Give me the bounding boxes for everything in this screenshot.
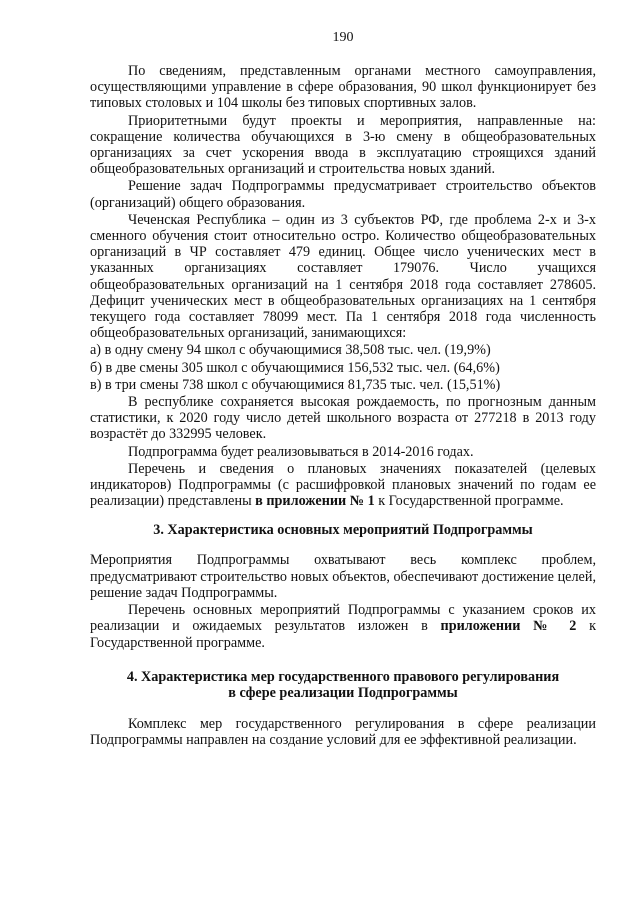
list-item-two-shifts: б) в две смены 305 школ с обучающимися 156,532 тыс. чел. (64,6%) bbox=[90, 359, 500, 376]
section-3-heading: 3. Характеристика основных мероприятий Подпрограммы bbox=[153, 522, 533, 539]
page-number: 190 bbox=[332, 30, 354, 45]
paragraph-canteens: По сведениям, представленным органами местного самоуправления, осуществляющими управление в сфере образования, 90 школ функционирует без типовых столовых и 104 школы без типовых спортивных залов. bbox=[90, 63, 596, 112]
appendix-2-text-after: к Государственной программе. bbox=[90, 618, 596, 651]
list-item-three-shifts: в) в три смены 738 школ с обучающимися 81,735 тыс. чел. (15,51%) bbox=[90, 376, 501, 393]
section-3-paragraph-1: Мероприятия Подпрограммы охватывают весь комплекс проблем, предусматривают строительство новых объектов, обеспечивают достижение целей, решение задач Подпрограммы. bbox=[90, 552, 596, 601]
appendix-1-text-after: к Государственной программе. bbox=[374, 493, 564, 510]
paragraph-appendix-1 bbox=[90, 461, 596, 510]
appendix-1-reference: в приложении № 1 bbox=[255, 493, 375, 510]
section-4-heading-line-1: 4. Характеристика мер государственного правового регулирования bbox=[126, 668, 560, 685]
document-page bbox=[90, 30, 596, 749]
paragraph-priorities: Приоритетными будут проекты и мероприятия, направленные на: сокращение количества обучающихся в 3-ю смену в общеобразовательных организациях за счет ускорения ввода в эксплуатацию строящихся зданий общеобразовательных организаций и строительства новых зданий. bbox=[90, 112, 596, 178]
list-item-one-shift: а) в одну смену 94 школ с обучающимися 38,508 тыс. чел. (19,9%) bbox=[90, 342, 491, 359]
appendix-1-text-before: Перечень и сведения о плановых значениях показателей (целевых индикаторов) Подпрограммы (с расшифровкой плановых значений по годам ее реализации) представлены bbox=[90, 460, 596, 510]
section-3-paragraph-2 bbox=[90, 602, 596, 651]
paragraph-period: Подпрограмма будет реализовываться в 2014-2016 годах. bbox=[128, 443, 474, 460]
paragraph-birth-rate: В республике сохраняется высокая рождаемость, по прогнозным данным статистики, к 2020 году число детей школьного возраста от 277218 в 2013 году возрастёт до 332995 человек. bbox=[90, 394, 596, 443]
paragraph-tasks: Решение задач Подпрограммы предусматривает строительство объектов (организаций) общего образования. bbox=[90, 178, 596, 211]
section-4-heading bbox=[90, 669, 596, 701]
appendix-2-text-before: Перечень основных мероприятий Подпрограммы с указанием сроков их реализации и ожидаемых результатов изложен в bbox=[90, 602, 596, 635]
appendix-2-reference: приложении № 2 bbox=[440, 618, 577, 635]
paragraph-chechen-republic: Чеченская Республика – один из 3 субъектов РФ, где проблема 2-х и 3-х сменного обучения стоит относительно остро. Количество общеобразовательных организаций в ЧР составляет 479 единиц. Общее число ученических мест в указанных организациях составляет 179076. Число учащихся общеобразовательных организаций на 1 сентября 2018 года составляет 278605. Дефицит ученических мест в общеобразовательных организациях на 1 сентября текущего года составляет 78099 мест. Па 1 сентября 2018 года численность общеобразовательных организаций, занимающихся: bbox=[90, 211, 596, 342]
section-4-paragraph-1: Комплекс мер государственного регулирования в сфере реализации Подпрограммы направлен на создание условий для ее эффективной реализации. bbox=[90, 715, 596, 748]
section-4-heading-line-2: в сфере реализации Подпрограммы bbox=[228, 684, 458, 701]
